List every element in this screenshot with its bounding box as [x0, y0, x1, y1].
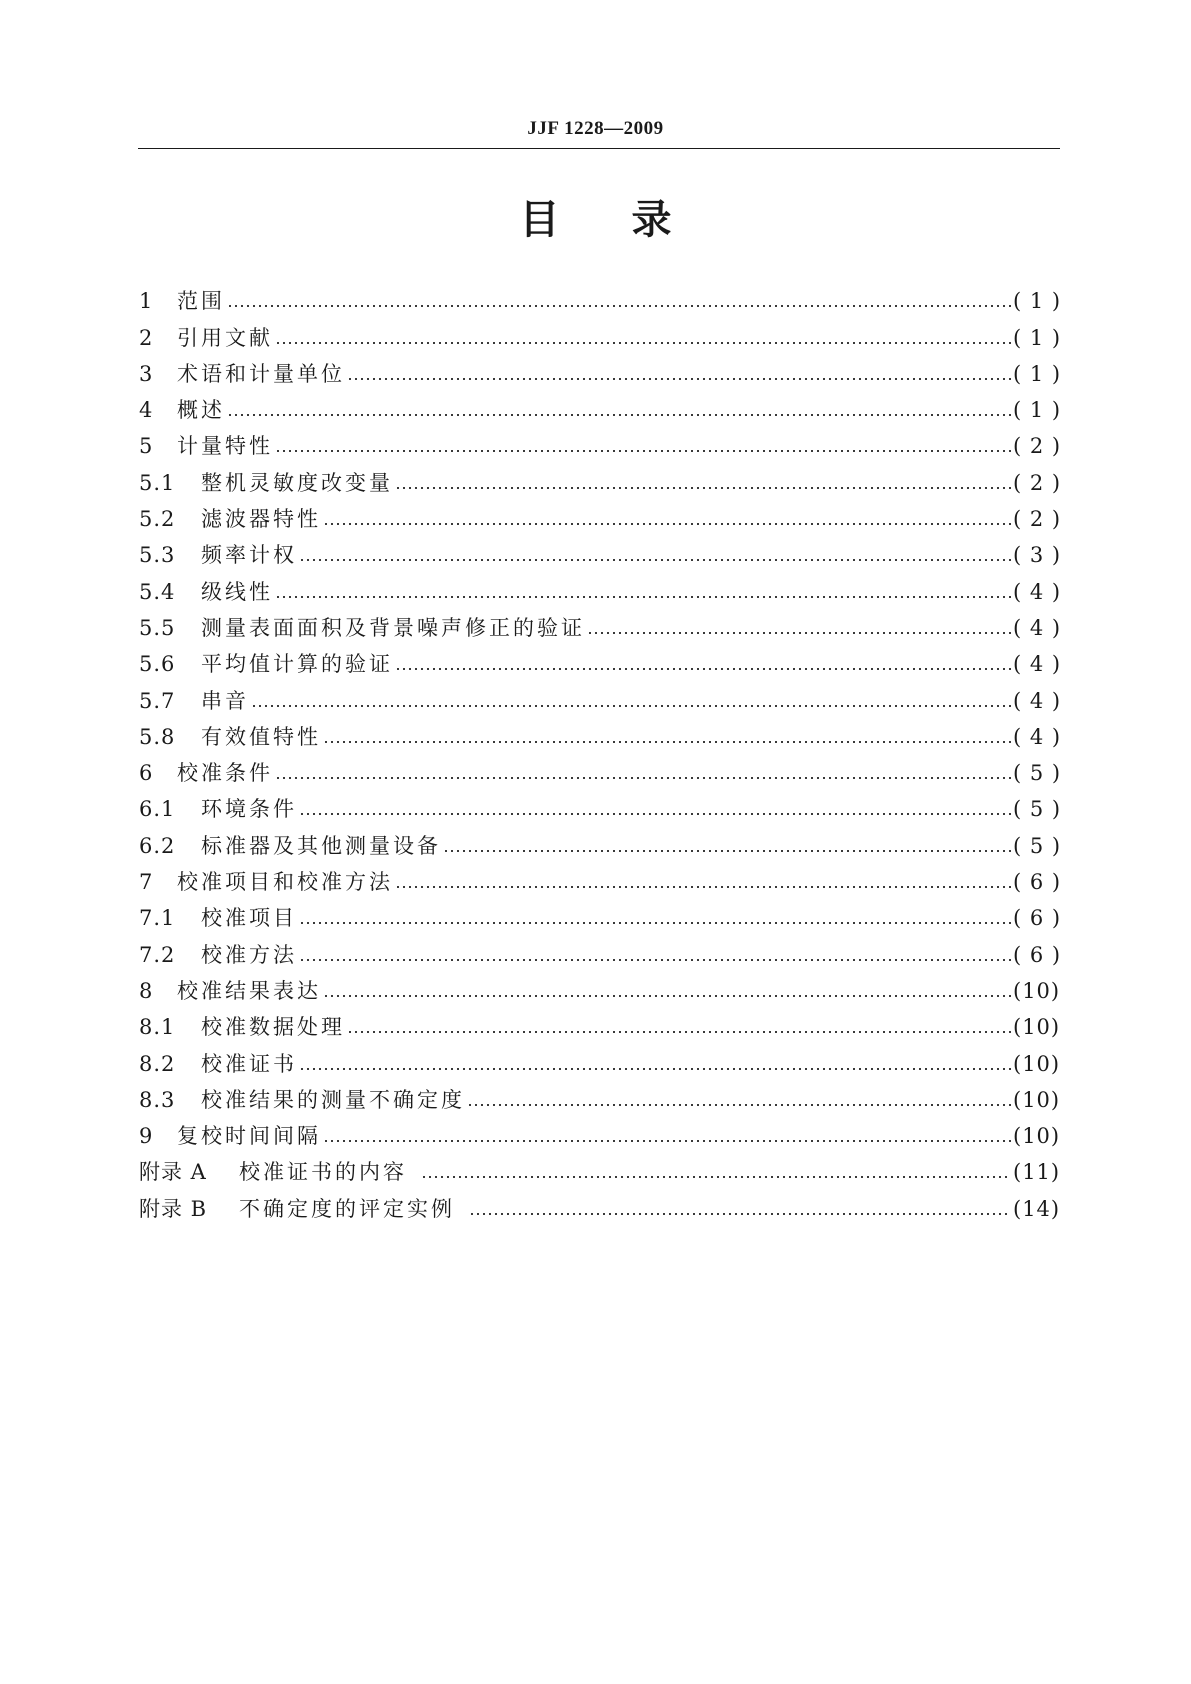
toc-entry-number: 5.7 [139, 688, 176, 713]
toc-entry-page: (10) [1013, 978, 1061, 1003]
toc-entry-page: ( 5 ) [1013, 833, 1062, 858]
toc-leader-dots [469, 1212, 1011, 1216]
toc-entry[interactable] [139, 568, 1062, 604]
toc-entry[interactable] [139, 1149, 1059, 1185]
toc-entry-page: ( 1 ) [1013, 361, 1062, 386]
toc-leader-dots [587, 631, 1011, 635]
toc-leader-dots [275, 776, 1011, 780]
toc-entry-number: 5.8 [139, 724, 176, 749]
toc-leader-dots [323, 994, 1011, 998]
toc-leader-dots [323, 522, 1011, 526]
toc-entry-page: (10) [1013, 1124, 1061, 1149]
toc-entry-page: ( 5 ) [1013, 797, 1062, 822]
toc-entry-label: 校准证书的内容 [239, 1160, 407, 1185]
toc-entry-number: 9 [139, 1124, 154, 1149]
toc-entry-label: 概述 [177, 398, 225, 423]
toc-entry-number: 附录 B [139, 1196, 208, 1221]
toc-entry[interactable] [139, 387, 1062, 423]
toc-entry[interactable] [139, 968, 1059, 1004]
toc-entry-number: 附录 A [139, 1160, 207, 1185]
toc-leader-dots [421, 1175, 1011, 1179]
toc-leader-dots [347, 1030, 1011, 1034]
toc-entry-page: ( 2 ) [1013, 434, 1062, 459]
toc-entry-page: ( 6 ) [1013, 870, 1062, 895]
toc-leader-dots [395, 885, 1011, 889]
toc-entry-label: 标准器及其他测量设备 [201, 833, 441, 858]
toc-leader-dots [395, 667, 1011, 671]
toc-leader-dots [299, 812, 1011, 816]
toc-leader-dots [275, 341, 1011, 345]
toc-leader-dots [299, 921, 1011, 925]
toc-entry[interactable] [139, 931, 1062, 967]
toc-entry-number: 8.2 [139, 1051, 176, 1076]
toc-entry-label: 校准结果表达 [177, 978, 321, 1003]
toc-leader-dots [323, 1139, 1011, 1143]
toc-entry-number: 6 [139, 761, 154, 786]
toc-leader-dots [323, 740, 1011, 744]
toc-entry-label: 级线性 [201, 579, 273, 604]
toc-entry-label: 校准项目和校准方法 [177, 870, 393, 895]
toc-entry-label: 校准证书 [201, 1051, 297, 1076]
toc-entry[interactable] [139, 605, 1062, 641]
toc-entry[interactable] [139, 822, 1062, 858]
toc-entry[interactable] [139, 786, 1062, 822]
toc-entry-number: 5.4 [139, 579, 176, 604]
toc-entry[interactable] [139, 1113, 1059, 1149]
toc-entry[interactable] [139, 1040, 1059, 1076]
toc-leader-dots [299, 958, 1011, 962]
toc-entry-page: ( 4 ) [1013, 724, 1062, 749]
toc-entry[interactable] [139, 641, 1062, 677]
toc-entry-number: 8.3 [139, 1087, 176, 1112]
toc-entry[interactable] [139, 1004, 1059, 1040]
toc-entry-label: 术语和计量单位 [177, 361, 345, 386]
toc-entry-page: ( 4 ) [1013, 579, 1062, 604]
document-code-header: JJF 1228—2009 [527, 118, 664, 139]
toc-entry[interactable] [139, 459, 1062, 495]
toc-entry-page: (11) [1013, 1160, 1061, 1185]
toc-entry-label: 范围 [177, 289, 225, 314]
toc-entry[interactable] [139, 895, 1062, 931]
toc-leader-dots [275, 449, 1011, 453]
toc-leader-dots [299, 558, 1011, 562]
toc-leader-dots [227, 413, 1011, 417]
toc-title [0, 196, 1191, 244]
toc-title-char-2: 录 [631, 197, 672, 243]
toc-entry-page: ( 3 ) [1013, 543, 1062, 568]
toc-entry-label: 不确定度的评定实例 [239, 1196, 455, 1221]
toc-leader-dots [467, 1103, 1011, 1107]
toc-entry-number: 6.1 [139, 797, 176, 822]
toc-leader-dots [443, 849, 1011, 853]
toc-entry-number: 5.2 [139, 507, 176, 532]
toc-entry-page: ( 1 ) [1013, 325, 1062, 350]
toc-entry[interactable] [139, 859, 1062, 895]
toc-entry-label: 引用文献 [177, 325, 273, 350]
toc-entry-label: 校准条件 [177, 761, 273, 786]
toc-entry-label: 平均值计算的验证 [201, 652, 393, 677]
toc-entry-page: (10) [1013, 1087, 1061, 1112]
toc-leader-dots [347, 377, 1011, 381]
toc-entry[interactable] [139, 677, 1062, 713]
toc-entry-label: 频率计权 [201, 543, 297, 568]
toc-entry[interactable] [139, 750, 1062, 786]
toc-entry[interactable] [139, 1185, 1059, 1221]
toc-entry-number: 8 [139, 978, 154, 1003]
toc-entry-number: 1 [139, 289, 154, 314]
toc-entry-page: (10) [1013, 1051, 1061, 1076]
toc-entry-page: ( 1 ) [1013, 398, 1062, 423]
toc-entry-number: 7.2 [139, 942, 176, 967]
toc-entry-number: 5.6 [139, 652, 176, 677]
toc-entry-number: 5.1 [139, 470, 176, 495]
toc-entry-label: 复校时间间隔 [177, 1124, 321, 1149]
toc-entry-number: 5.3 [139, 543, 176, 568]
toc-entry[interactable] [139, 532, 1062, 568]
toc-entry[interactable] [139, 1077, 1059, 1113]
toc-entry[interactable] [139, 496, 1062, 532]
toc-entry[interactable] [139, 351, 1062, 387]
toc-entry-label: 校准数据处理 [201, 1015, 345, 1040]
toc-entry-number: 4 [139, 398, 154, 423]
toc-entry-label: 计量特性 [177, 434, 273, 459]
toc-entry-label: 校准结果的测量不确定度 [201, 1087, 465, 1112]
toc-entry-page: ( 2 ) [1013, 507, 1062, 532]
toc-title-char-1: 目 [519, 197, 560, 243]
toc-entry-page: ( 5 ) [1013, 761, 1062, 786]
toc-entry-label: 串音 [201, 688, 249, 713]
toc-entry-page: (14) [1013, 1196, 1061, 1221]
header-rule [138, 148, 1060, 149]
toc-entry-number: 6.2 [139, 833, 176, 858]
toc-entry-label: 校准项目 [201, 906, 297, 931]
toc-entry-number: 7.1 [139, 906, 176, 931]
toc-entry-page: ( 4 ) [1013, 615, 1062, 640]
toc-entry-number: 8.1 [139, 1015, 176, 1040]
toc-leader-dots [275, 595, 1011, 599]
toc-entry-label: 有效值特性 [201, 724, 321, 749]
toc-entry[interactable] [139, 714, 1062, 750]
toc-entry-page: (10) [1013, 1015, 1061, 1040]
toc-entry-label: 校准方法 [201, 942, 297, 967]
toc-entry-page: ( 4 ) [1013, 688, 1062, 713]
toc-entry-number: 5 [139, 434, 154, 459]
toc-entry-page: ( 1 ) [1013, 289, 1062, 314]
toc-entry[interactable] [139, 423, 1062, 459]
toc-entry-label: 整机灵敏度改变量 [201, 470, 393, 495]
toc-entry-page: ( 6 ) [1013, 942, 1062, 967]
toc-leader-dots [227, 304, 1011, 308]
toc-entry-label: 环境条件 [201, 797, 297, 822]
toc-entry-number: 7 [139, 870, 154, 895]
toc-entry-page: ( 2 ) [1013, 470, 1062, 495]
toc-entry[interactable] [139, 314, 1062, 350]
toc-leader-dots [299, 1067, 1011, 1071]
toc-entry-number: 5.5 [139, 615, 176, 640]
toc-entry-page: ( 4 ) [1013, 652, 1062, 677]
toc-entry-label: 滤波器特性 [201, 507, 321, 532]
toc-entry-number: 2 [139, 325, 154, 350]
toc-leader-dots [251, 704, 1011, 708]
toc-entry-number: 3 [139, 361, 154, 386]
toc-entry-label: 测量表面面积及背景噪声修正的验证 [201, 615, 585, 640]
toc-leader-dots [395, 486, 1011, 490]
table-of-contents [139, 278, 1062, 1222]
toc-entry-page: ( 6 ) [1013, 906, 1062, 931]
toc-entry[interactable] [139, 278, 1062, 314]
